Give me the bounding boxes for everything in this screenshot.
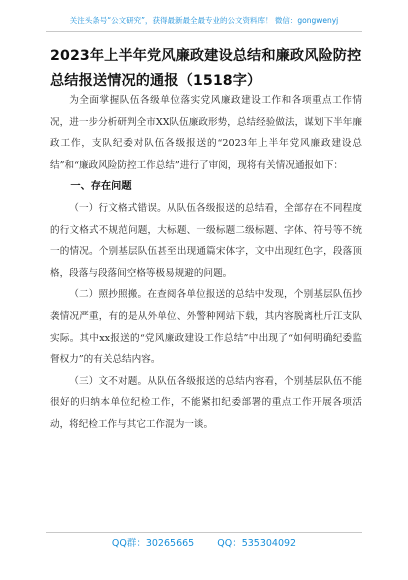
intro-paragraph: 为全面掌握队伍各级单位落实党风廉政建设工作和各项重点工作情况，进一步分析研判全市XX队伍廉政形势，总结经验做法，谋划下半年廉政工作，支队纪委对队伍各级报送的“2023年上半年党风廉政建设总结”和“廉政风险防控工作总结”进行了审阅，现将有关情况通报如下： xyxy=(50,95,362,171)
footer-qq-group: QQ群：30265665 xyxy=(111,538,195,549)
footer-divider xyxy=(46,532,362,533)
paragraph-item-2: （二）照抄照搬。在查阅各单位报送的总结中发现，个别基层队伍抄袭情况严重，有的是从外单位、外警种网站下载，其内容脱离杜斤江支队实际。其中xx报送的“党风廉政建设工作总结”中出现了“如何明确纪委监督权力”的有关总结内容。 xyxy=(50,289,362,366)
footer-qq: QQ：535304092 xyxy=(217,538,297,549)
header-divider xyxy=(46,31,362,32)
document-body xyxy=(50,90,362,436)
paragraph-item-1: （一）行文格式错误。从队伍各级报送的总结看，全部存在不同程度的行文格式不规范问题，大标题、一级标题二级标题、字体、符号等不统一的情况。个别基层队伍甚至出现通篇宋体字，文中出现红色字，段落顶格，段落与段落间空格等极易规避的问题。 xyxy=(50,202,362,279)
footer xyxy=(46,536,362,552)
document-title: 2023年上半年党风廉政建设总结和廉政风险防控总结报送情况的通报（1518字） xyxy=(50,48,362,89)
paragraph-item-3: （三）文不对题。从队伍各级报送的总结内容看，个别基层队伍不能很好的归纳本单位纪检工作，不能紧扣纪委部署的重点工作开展各项活动，将纪检工作与其它工作混为一谈。 xyxy=(50,375,362,430)
section-heading: 一、存在问题 xyxy=(70,181,132,193)
header-banner: 关注头条号“公文研究”，获得最新最全最专业的公文资料库！ 微信：gongwenyj xyxy=(69,16,339,25)
